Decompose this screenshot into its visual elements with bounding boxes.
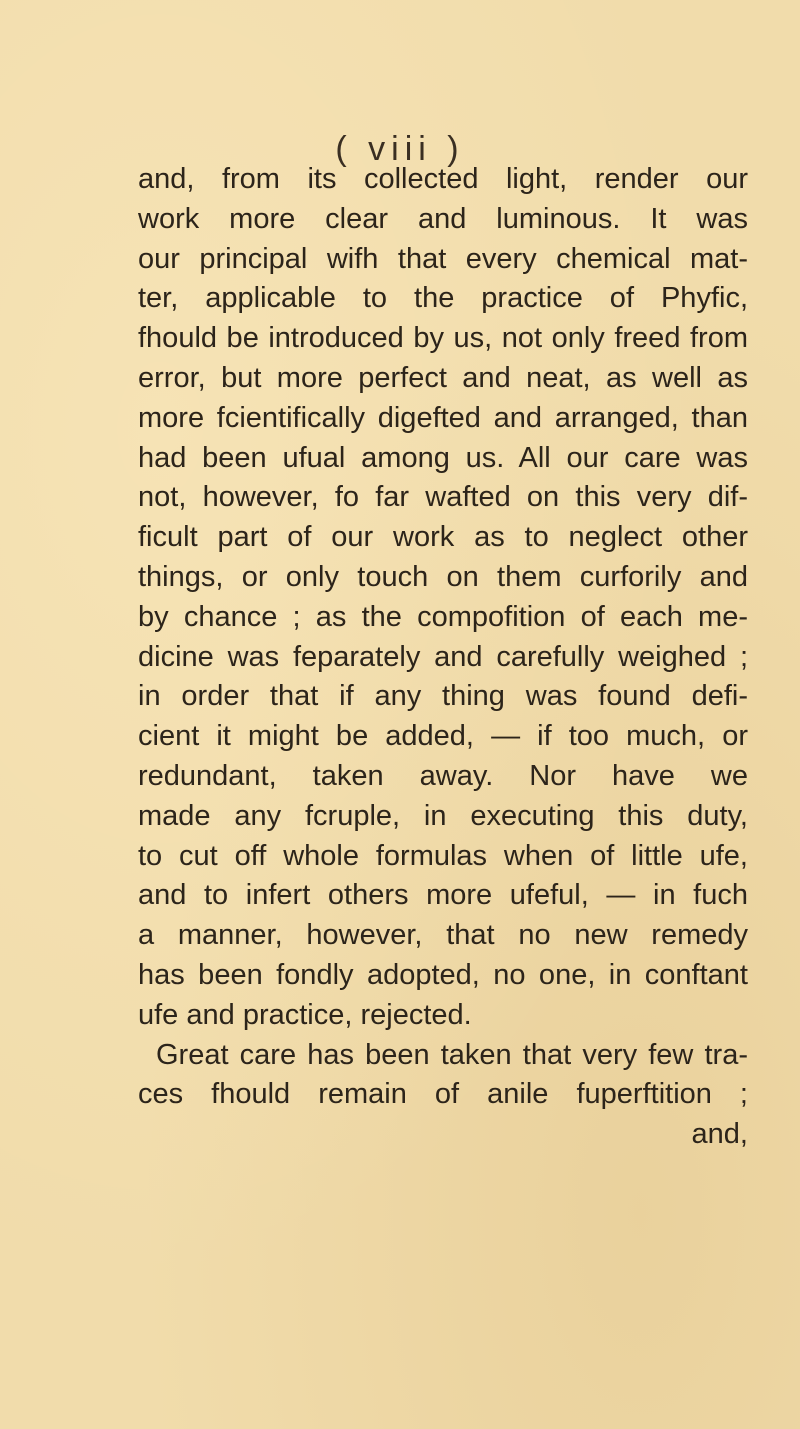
text-line: and to infert others more ufeful, — in fuch	[138, 879, 748, 912]
text-line: has been fondly adopted, no one, in conftant	[138, 958, 748, 991]
text-line: redundant, taken away. Nor have we	[138, 759, 748, 792]
text-line: dicine was feparately and carefully weighed ;	[138, 640, 748, 673]
text-line: things, or only touch on them curforily and	[138, 560, 748, 593]
catchword: and,	[691, 1118, 748, 1151]
text-line: made any fcruple, in executing this duty,	[138, 799, 748, 832]
text-line: Great care has been taken that very few tra-	[156, 1038, 748, 1071]
text-line: work more clear and luminous. It was	[138, 202, 748, 235]
text-line: our principal wifh that every chemical mat-	[138, 242, 748, 275]
text-line: and, from its collected light, render our	[138, 163, 748, 195]
text-line: ficult part of our work as to neglect other	[138, 521, 748, 554]
text-line: had been ufual among us. All our care was	[138, 441, 748, 474]
text-line: ufe and practice, rejected.	[138, 998, 472, 1031]
text-line: fhould be introduced by us, not only freed from	[138, 322, 748, 355]
text-line: error, but more perfect and neat, as well as	[138, 361, 748, 394]
text-line: ter, applicable to the practice of Phyfic,	[138, 282, 748, 315]
text-line: to cut off whole formulas when of little ufe,	[138, 839, 748, 872]
text-line: not, however, fo far wafted on this very dif-	[138, 481, 748, 514]
page-number: ( viii )	[335, 130, 465, 168]
text-line: ces fhould remain of anile fuperftition ;	[138, 1078, 748, 1111]
text-line: a manner, however, that no new remedy	[138, 919, 748, 952]
text-line: cient it might be added, — if too much, or	[138, 720, 748, 753]
text-line: in order that if any thing was found defi-	[138, 680, 748, 713]
body-text	[138, 160, 748, 1155]
text-line: by chance ; as the compofition of each me-	[138, 600, 748, 633]
text-line: more fcientifically digefted and arranged, than	[138, 401, 748, 434]
